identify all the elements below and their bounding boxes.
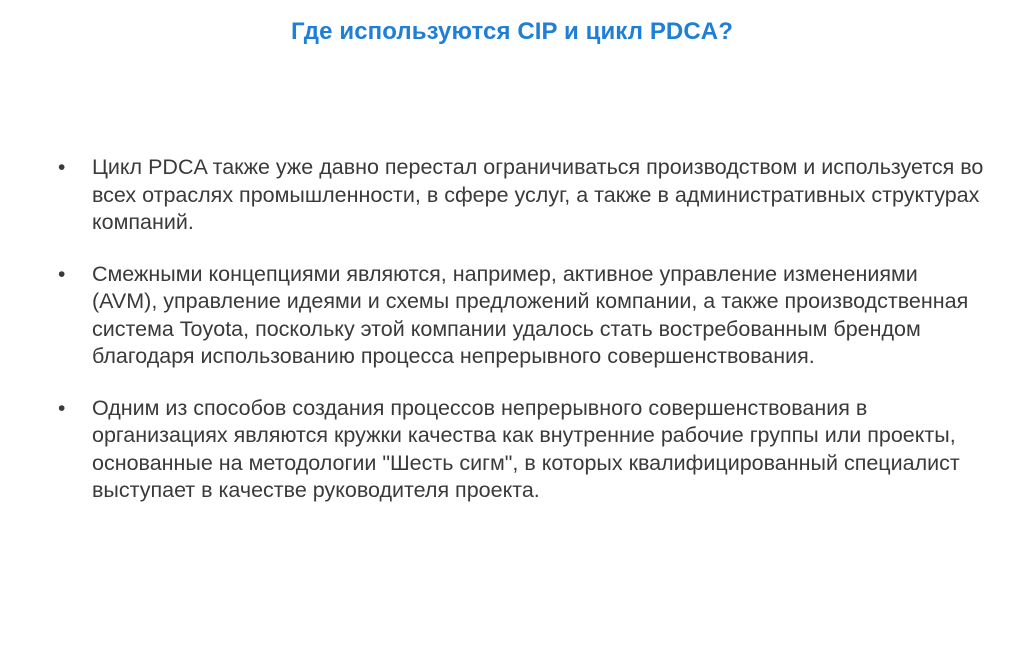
bullet-text: Цикл PDCA также уже давно перестал ограничиваться производством и используется во всех отраслях промышленности, в сфере услуг, а также в административных структурах компаний. bbox=[92, 155, 984, 234]
bullet-list bbox=[58, 154, 988, 529]
list-item bbox=[58, 395, 988, 505]
bullet-icon: • bbox=[58, 156, 66, 179]
bullet-text: Смежными концепциями являются, например, активное управление изменениями (AVM), управление идеями и схемы предложений компании, а также производственная система Toyota, поскольку этой компании удалось стать востребованным брендом благодаря использованию процесса непрерывного совершенствования. bbox=[92, 261, 969, 368]
list-item bbox=[58, 154, 988, 237]
bullet-icon: • bbox=[58, 396, 66, 420]
bullet-text: Одним из способов создания процессов непрерывного совершенствования в организациях являются кружки качества как внутренние рабочие группы или проекты, основанные на методологии "Шесть сигм", в которых квалифицированный специалист выступает в качестве руководителя проекта. bbox=[92, 395, 960, 502]
bullet-icon: • bbox=[58, 262, 66, 286]
slide-title: Где используются CIP и цикл PDCA? bbox=[291, 18, 733, 45]
list-item bbox=[58, 261, 988, 371]
